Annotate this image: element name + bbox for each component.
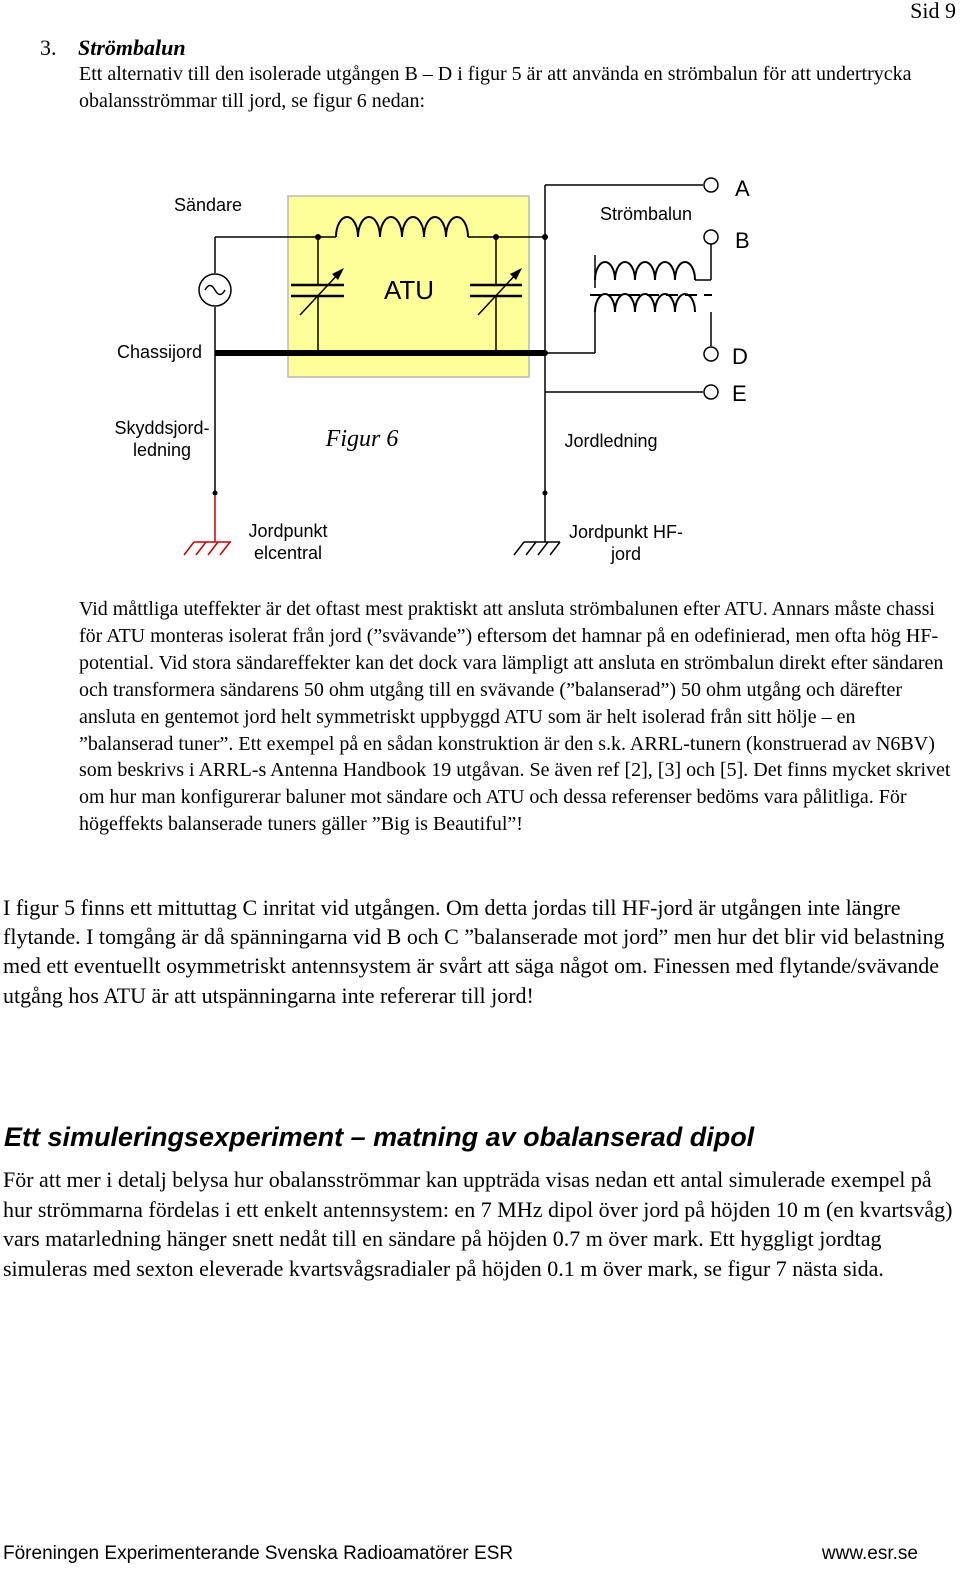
junction-dot — [543, 491, 548, 496]
terminal-e — [704, 385, 718, 399]
section-title: Strömbalun — [78, 35, 186, 60]
heading-simulation: Ett simuleringsexperiment – matning av obalanserad dipol — [4, 1122, 755, 1152]
terminal-label-a: A — [735, 176, 750, 201]
terminal-label-d: D — [732, 344, 748, 369]
junction-dot — [213, 491, 218, 496]
label-jordledning: Jordledning — [564, 431, 658, 451]
section-heading — [40, 35, 186, 61]
label-jordpunkt-el-1: Jordpunkt — [248, 521, 328, 541]
schematic-svg — [0, 160, 960, 580]
paragraph-balun-placement: Vid måttliga uteffekter är det oftast mest praktiskt att ansluta strömbalunen efter ATU. Annars måste chassi för ATU monteras isolerat från jord (”svävande”) eftersom det hamnar på en odefinierad, men ofta hög HF-potential. Vid stora sändareffekter kan det dock vara lämpligt att ansluta en strömbalun direkt efter sändaren och transformera sändarens 50 ohm utgång till en svävande (”balanserad”) 50 ohm utgång och därefter ansluta en gentemot jord helt symmetriskt uppbyggd ATU som är helt isolerad från sitt hölje – en ”balanserad tuner”. Ett exempel på en sådan konstruktion är den s.k. ARRL-tunern (konstruerad av N6BV) som beskrivs i ARRL-s Antenna Handbook 19 utgåvan. Se även ref [2], [3] och [5]. Det finns mycket skrivet om hur man konfigurerar baluner mot sändare och ATU och dessa referenser bedöms vara pålitliga. För högeffekts balanserade tuners gäller ”Big is Beautiful”! — [79, 598, 951, 836]
section-intro: Ett alternativ till den isolerade utgången B – D i figur 5 är att använda en strömbalun för att undertrycka obalansströmmar till jord, se figur 6 nedan: — [79, 63, 912, 112]
junction-dot — [493, 350, 499, 356]
label-jordpunkt-hf-2: jord — [610, 544, 642, 564]
junction-dot — [315, 350, 321, 356]
label-sandare: Sändare — [173, 195, 243, 215]
label-skyddsjord-2: ledning — [132, 440, 192, 460]
terminal-d — [704, 347, 718, 361]
label-atu: ATU — [383, 275, 435, 305]
terminal-label-e: E — [732, 381, 747, 406]
junction-dot — [315, 234, 321, 240]
label-chassijord: Chassijord — [116, 342, 202, 362]
footer-organization: Föreningen Experimenterande Svenska Radioamatörer ESR — [3, 1543, 514, 1564]
transformer-icon — [595, 262, 695, 280]
terminal-b — [704, 230, 718, 244]
figure-6-schematic — [0, 160, 960, 585]
label-skyddsjord-1: Skyddsjord- — [114, 418, 210, 438]
ac-source-wave — [205, 286, 225, 295]
label-jordpunkt-el-2: elcentral — [253, 543, 323, 563]
terminal-label-b: B — [735, 228, 750, 253]
paragraph-simulation: För att mer i detalj belysa hur obalansströmmar kan uppträda visas nedan ett antal simulerade exempel på hur strömmarna fördelas i ett enkelt antennsystem: en 7 MHz dipol över jord på höjden 10 m (en kvartsvåg) vars matarledning hänger snett nedåt till en sändare på höjden 0.7 m över mark. Ett hyggligt jordtag simuleras med sexton eleverade kvartsvågsradialer på höjden 0.1 m över mark, se figur 7 nästa sida. — [3, 1167, 953, 1281]
ground-icon — [514, 542, 560, 555]
junction-dot — [493, 234, 499, 240]
footer-url[interactable]: www.esr.se — [821, 1543, 918, 1564]
label-strombalun: Strömbalun — [599, 204, 693, 224]
transformer-winding — [595, 294, 695, 312]
label-jordpunkt-hf-1: Jordpunkt HF- — [568, 522, 684, 542]
page-number: Sid 9 — [910, 0, 956, 23]
figure-caption: Figur 6 — [325, 426, 399, 452]
paragraph-center-tap: I figur 5 finns ett mittuttag C inritat vid utgången. Om detta jordas till HF-jord är utgången inte längre flytande. I tomgång är då spänningarna vid B och C ”balanserade mot jord” men hur det blir vid belastning med ett eventuellt osymmetriskt antennsystem är svårt att säga något om. Finessen med flytande/svävande utgång hos ATU är att utspänningarna inte refererar till jord! — [3, 895, 945, 1008]
section-number: 3. — [40, 35, 57, 60]
terminal-a — [704, 178, 718, 192]
ground-icon — [184, 542, 231, 555]
